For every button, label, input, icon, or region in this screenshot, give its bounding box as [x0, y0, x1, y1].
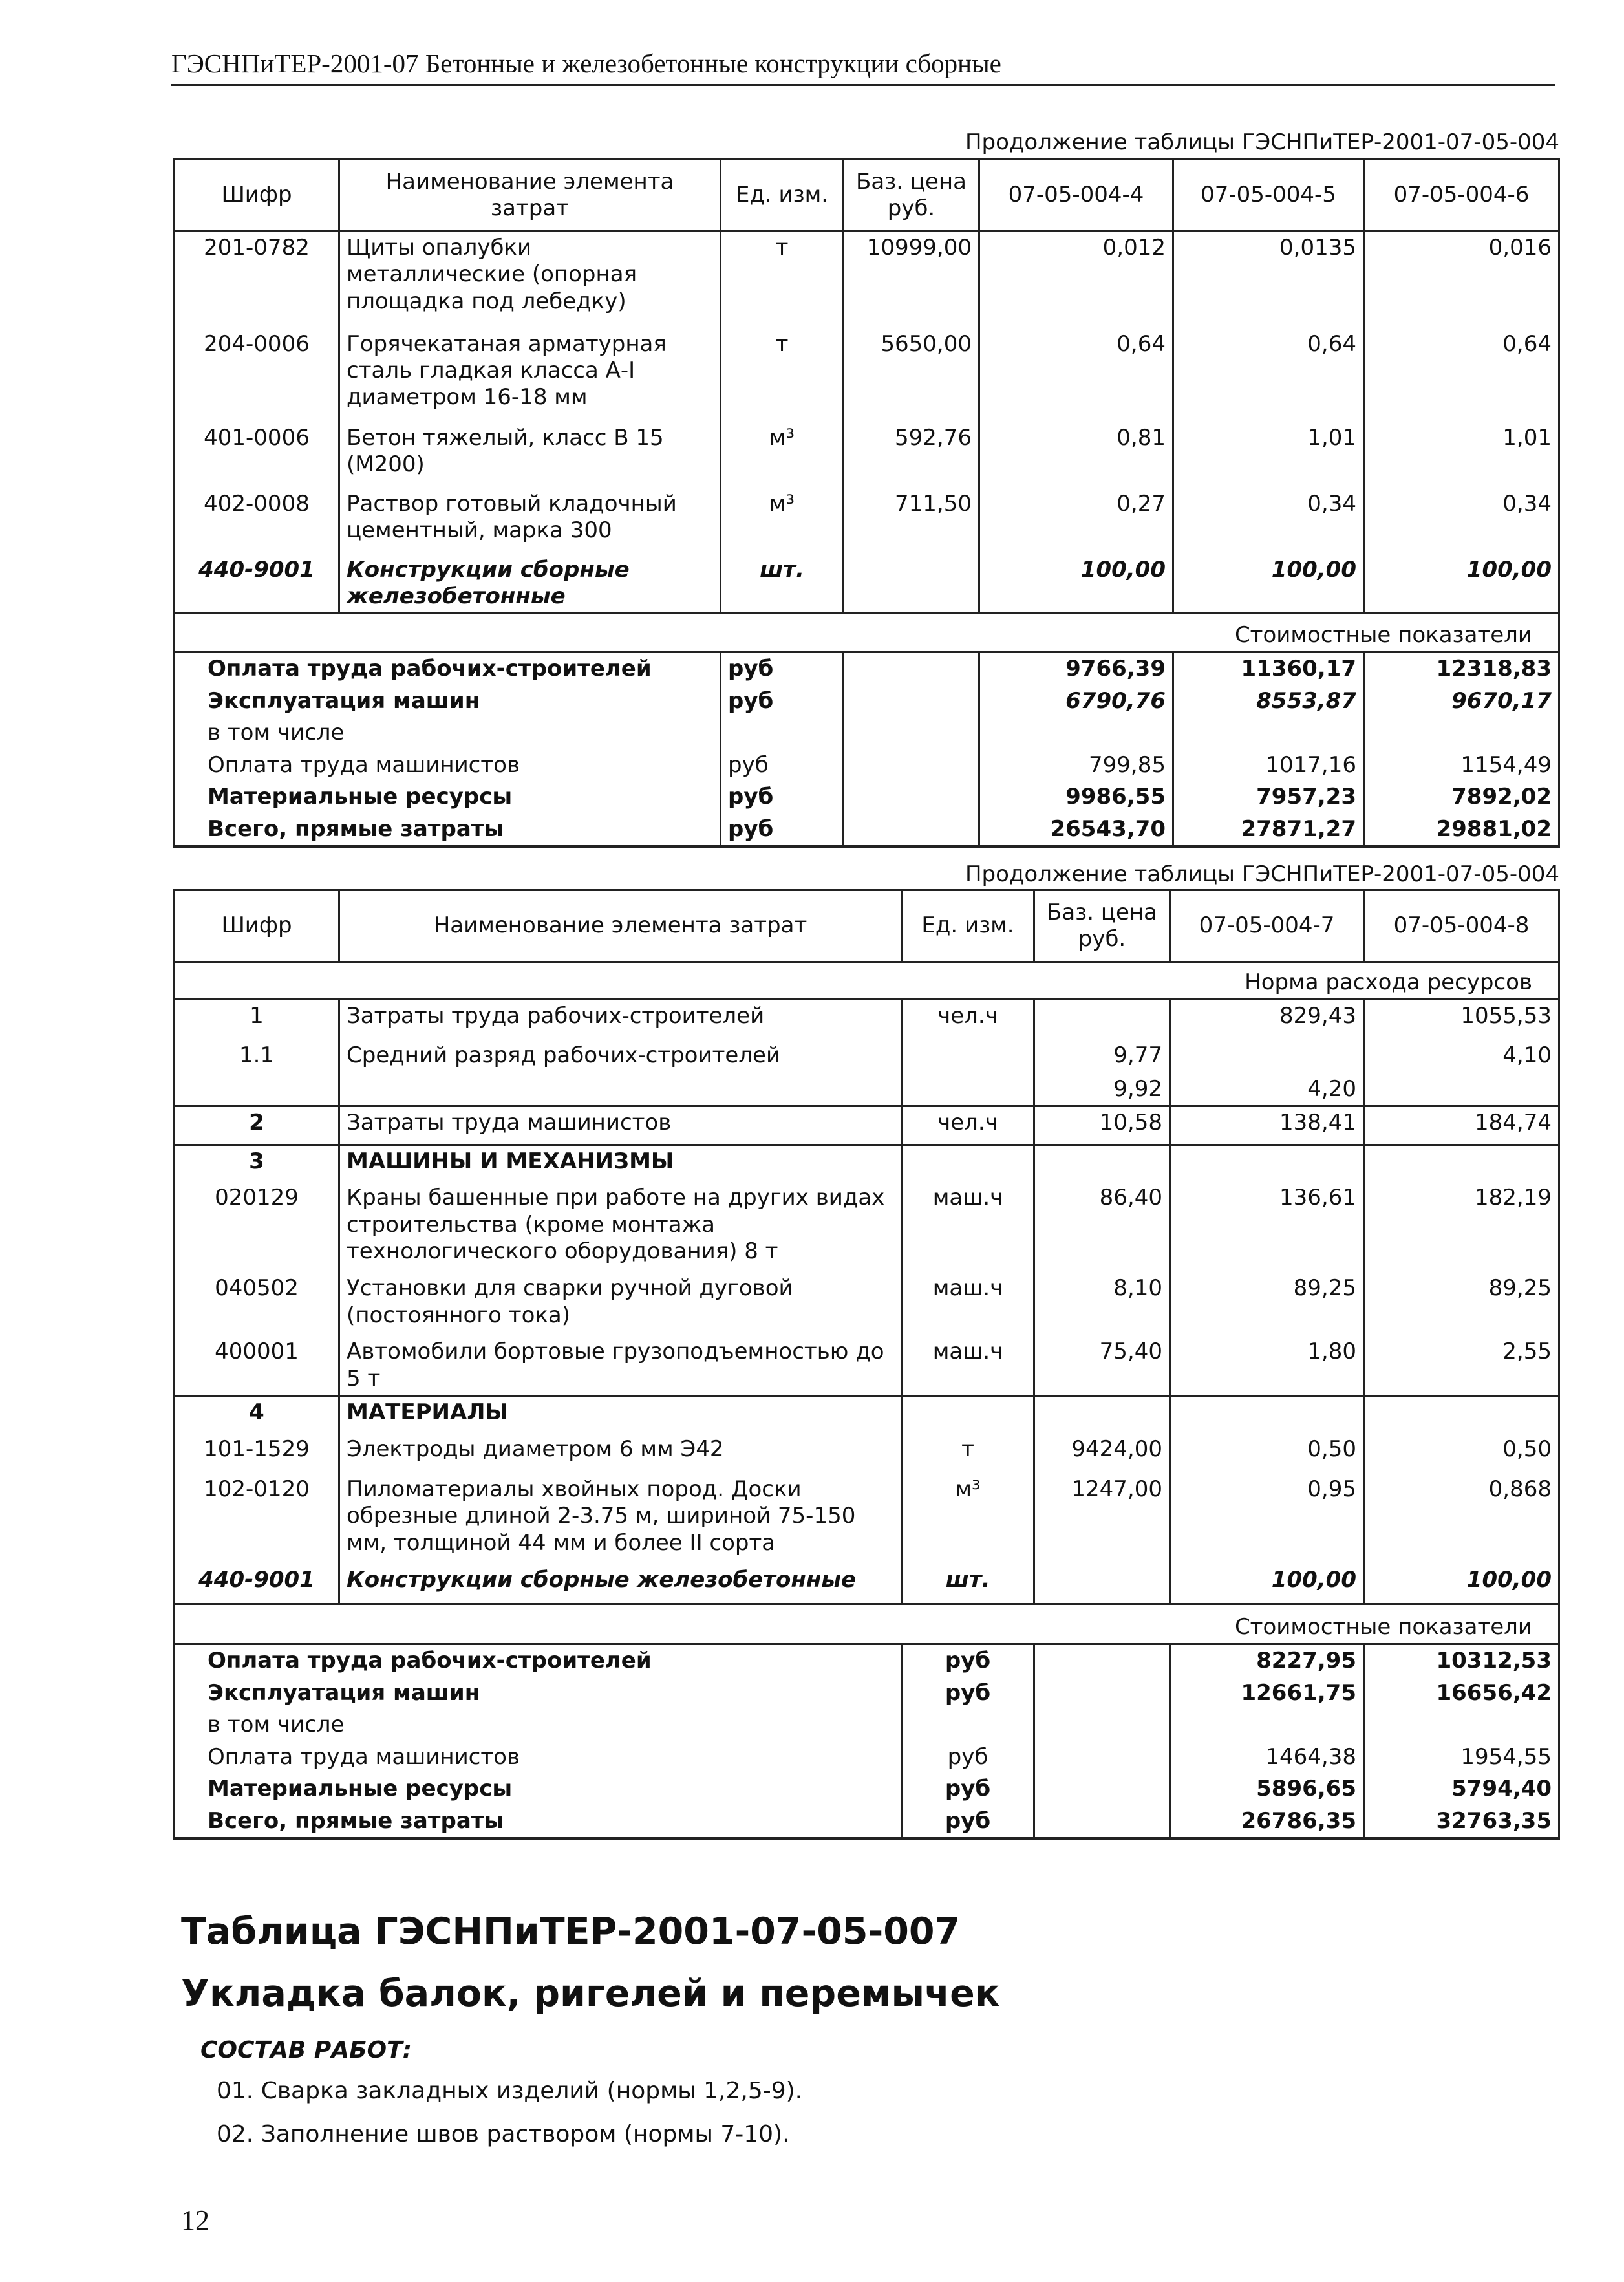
cell-value: 1055,53: [1364, 1000, 1559, 1040]
cell-name: Пиломатериалы хвойных пород. Доски обрезные длиной 2-3.75 м, шириной 75-150 мм, толщиной 44 мм и более II сорта: [339, 1474, 902, 1564]
cost-value: 1017,16: [1173, 749, 1364, 781]
cost-name: Всего, прямые затраты: [175, 813, 721, 846]
cell-code: 402-0008: [175, 488, 339, 554]
cell-unit: [902, 1073, 1034, 1106]
cell-value: [1364, 1145, 1559, 1182]
cost-name: в том числе: [175, 1709, 902, 1741]
cost-unit: руб: [902, 1644, 1034, 1677]
column-header: Ед. изм.: [902, 890, 1034, 962]
cell-name: МАТЕРИАЛЫ: [339, 1396, 902, 1434]
cell-value: 0,64: [979, 328, 1173, 422]
cost-value: 16656,42: [1364, 1677, 1559, 1709]
cost-blank: [844, 813, 979, 846]
cost-name: Оплата труда машинистов: [175, 1741, 902, 1773]
running-header: ГЭСНПиТЕР-2001-07 Бетонные и железобетонные конструкции сборные: [171, 48, 1555, 86]
cost-name: Всего, прямые затраты: [175, 1805, 902, 1838]
cost-value: 26786,35: [1170, 1805, 1364, 1838]
cell-unit: т: [902, 1434, 1034, 1474]
cost-row: [175, 685, 1559, 717]
cell-value: 89,25: [1364, 1273, 1559, 1336]
cell-price: 9424,00: [1034, 1434, 1170, 1474]
cell-price: 711,50: [844, 488, 979, 554]
cell-value: 182,19: [1364, 1182, 1559, 1273]
cell-value: 100,00: [1364, 554, 1559, 614]
table-row: [175, 1273, 1559, 1336]
table-row: [175, 422, 1559, 488]
cost-row: [175, 813, 1559, 846]
cell-price: 10,58: [1034, 1106, 1170, 1145]
cell-unit: шт.: [721, 554, 844, 614]
cost-row: [175, 1773, 1559, 1805]
table-row: [175, 554, 1559, 614]
cell-code: 2: [175, 1106, 339, 1145]
cost-value: [1364, 1709, 1559, 1741]
cell-code: 201-0782: [175, 231, 339, 328]
cell-name: Бетон тяжелый, класс В 15 (М200): [339, 422, 721, 488]
cell-name: Автомобили бортовые грузоподъемностью до 5 т: [339, 1336, 902, 1395]
cost-value: 10312,53: [1364, 1644, 1559, 1677]
cost-row: [175, 1709, 1559, 1741]
cell-unit: [902, 1040, 1034, 1073]
cell-value: 0,34: [1364, 488, 1559, 554]
cost-value: [1364, 717, 1559, 749]
cell-code: 1.1: [175, 1040, 339, 1073]
cell-code: 204-0006: [175, 328, 339, 422]
cost-blank: [844, 685, 979, 717]
column-header: Шифр: [175, 890, 339, 962]
cell-price: [1034, 1145, 1170, 1182]
table1-header-row: [175, 160, 1559, 231]
cell-unit: м³: [721, 422, 844, 488]
cost-value: 8553,87: [1173, 685, 1364, 717]
column-header: 07-05-004-6: [1364, 160, 1559, 231]
cell-unit: [902, 1145, 1034, 1182]
cell-code: 101-1529: [175, 1434, 339, 1474]
cost-value: 1154,49: [1364, 749, 1559, 781]
cell-price: 75,40: [1034, 1336, 1170, 1395]
cell-code: 020129: [175, 1182, 339, 1273]
table-row: [175, 1474, 1559, 1564]
cell-price: [844, 554, 979, 614]
cell-unit: маш.ч: [902, 1336, 1034, 1395]
cost-blank: [1034, 1709, 1170, 1741]
cell-value: 0,012: [979, 231, 1173, 328]
column-header: Ед. изм.: [721, 160, 844, 231]
cost-unit: руб: [902, 1677, 1034, 1709]
cost-blank: [844, 652, 979, 685]
table-row: [175, 1182, 1559, 1273]
table-row: [175, 1145, 1559, 1182]
cost-section-label-row: [175, 1604, 1559, 1644]
cost-name: Эксплуатация машин: [175, 685, 721, 717]
cell-name: МАШИНЫ И МЕХАНИЗМЫ: [339, 1145, 902, 1182]
cost-value: 8227,95: [1170, 1644, 1364, 1677]
cell-price: 9,77: [1034, 1040, 1170, 1073]
cost-value: 1954,55: [1364, 1741, 1559, 1773]
cost-value: 799,85: [979, 749, 1173, 781]
section-table-title: Таблица ГЭСНПиТЕР-2001-07-05-007: [181, 1910, 961, 1953]
cost-unit: руб: [721, 813, 844, 846]
cost-value: 12661,75: [1170, 1677, 1364, 1709]
table2: [173, 889, 1560, 1840]
cost-unit: [721, 717, 844, 749]
cell-value: 100,00: [1173, 554, 1364, 614]
cost-row: [175, 652, 1559, 685]
cost-value: 7957,23: [1173, 781, 1364, 813]
cost-name: Материальные ресурсы: [175, 781, 721, 813]
cell-value: 1,01: [1173, 422, 1364, 488]
cell-value: 0,64: [1173, 328, 1364, 422]
cost-section-label: Стоимостные показатели: [175, 1604, 1559, 1644]
cell-price: [1034, 1564, 1170, 1604]
column-header: Баз. цена руб.: [1034, 890, 1170, 962]
table-row: [175, 488, 1559, 554]
cell-name: Горячекатаная арматурная сталь гладкая класса А-I диаметром 16-18 мм: [339, 328, 721, 422]
cell-value: 0,016: [1364, 231, 1559, 328]
cell-unit: маш.ч: [902, 1182, 1034, 1273]
cost-row: [175, 717, 1559, 749]
cost-name: Материальные ресурсы: [175, 1773, 902, 1805]
table-row: [175, 1434, 1559, 1474]
cell-value: 100,00: [1364, 1564, 1559, 1604]
cell-unit: м³: [721, 488, 844, 554]
cost-unit: руб: [721, 749, 844, 781]
works-item: 02. Заполнение швов раствором (нормы 7-10).: [217, 2121, 790, 2147]
cost-unit: руб: [902, 1741, 1034, 1773]
cell-value: 0,27: [979, 488, 1173, 554]
cost-row: [175, 749, 1559, 781]
cell-price: [1034, 1396, 1170, 1434]
cell-code: 040502: [175, 1273, 339, 1336]
cost-unit: руб: [721, 781, 844, 813]
cell-name: Конструкции сборные железобетонные: [339, 554, 721, 614]
cost-value: 26543,70: [979, 813, 1173, 846]
cell-name: Щиты опалубки металлические (опорная площадка под лебедку): [339, 231, 721, 328]
cell-name: Средний разряд рабочих-строителей: [339, 1040, 902, 1073]
cost-value: [979, 717, 1173, 749]
cell-price: 8,10: [1034, 1273, 1170, 1336]
cost-value: 12318,83: [1364, 652, 1559, 685]
cost-value: 6790,76: [979, 685, 1173, 717]
column-header: Наименование элемента затрат: [339, 160, 721, 231]
table-row: [175, 1040, 1559, 1073]
cost-name: Оплата труда машинистов: [175, 749, 721, 781]
cost-row: [175, 781, 1559, 813]
cell-value: 138,41: [1170, 1106, 1364, 1145]
cost-value: [1173, 717, 1364, 749]
table-row: [175, 1106, 1559, 1145]
cell-value: 0,0135: [1173, 231, 1364, 328]
cell-unit: т: [721, 328, 844, 422]
cost-value: 27871,27: [1173, 813, 1364, 846]
cell-name: Установки для сварки ручной дуговой (постоянного тока): [339, 1273, 902, 1336]
column-header: Баз. цена руб.: [844, 160, 979, 231]
cell-value: 184,74: [1364, 1106, 1559, 1145]
table-row: [175, 1000, 1559, 1040]
table-row: [175, 231, 1559, 328]
works-heading: СОСТАВ РАБОТ:: [200, 2037, 412, 2063]
cell-value: 0,64: [1364, 328, 1559, 422]
cell-value: 100,00: [979, 554, 1173, 614]
cell-name: [339, 1073, 902, 1106]
cell-value: 0,95: [1170, 1474, 1364, 1564]
cost-blank: [1034, 1805, 1170, 1838]
cell-value: 136,61: [1170, 1182, 1364, 1273]
column-header: Шифр: [175, 160, 339, 231]
cell-price: 9,92: [1034, 1073, 1170, 1106]
cost-unit: руб: [902, 1773, 1034, 1805]
cost-row: [175, 1741, 1559, 1773]
cost-row: [175, 1644, 1559, 1677]
cost-value: [1170, 1709, 1364, 1741]
cell-value: 0,50: [1170, 1434, 1364, 1474]
cell-price: 10999,00: [844, 231, 979, 328]
cell-name: Затраты труда машинистов: [339, 1106, 902, 1145]
cell-value: 0,868: [1364, 1474, 1559, 1564]
cost-blank: [1034, 1644, 1170, 1677]
cost-row: [175, 1677, 1559, 1709]
cell-code: 400001: [175, 1336, 339, 1395]
cell-value: 89,25: [1170, 1273, 1364, 1336]
column-header: 07-05-004-4: [979, 160, 1173, 231]
cell-price: [1034, 1000, 1170, 1040]
cost-name: в том числе: [175, 717, 721, 749]
table-row: [175, 1073, 1559, 1106]
cell-unit: [902, 1396, 1034, 1434]
cell-value: [1170, 1040, 1364, 1073]
cost-section-label-row: [175, 614, 1559, 652]
cell-price: 86,40: [1034, 1182, 1170, 1273]
cell-value: 0,34: [1173, 488, 1364, 554]
cost-value: 7892,02: [1364, 781, 1559, 813]
cost-blank: [844, 717, 979, 749]
cell-name: Раствор готовый кладочный цементный, марка 300: [339, 488, 721, 554]
cost-blank: [1034, 1773, 1170, 1805]
cell-value: 4,10: [1364, 1040, 1559, 1073]
table-row: [175, 1564, 1559, 1604]
table2-caption: Продолжение таблицы ГЭСНПиТЕР-2001-07-05-004: [965, 861, 1559, 887]
column-header: 07-05-004-7: [1170, 890, 1364, 962]
cost-name: Эксплуатация машин: [175, 1677, 902, 1709]
table-row: [175, 1336, 1559, 1395]
column-header: 07-05-004-8: [1364, 890, 1559, 962]
cost-unit: [902, 1709, 1034, 1741]
cell-unit: чел.ч: [902, 1000, 1034, 1040]
cell-price: 5650,00: [844, 328, 979, 422]
cell-value: 4,20: [1170, 1073, 1364, 1106]
cost-value: 5896,65: [1170, 1773, 1364, 1805]
norm-section-label-row: [175, 962, 1559, 1000]
column-header: 07-05-004-5: [1173, 160, 1364, 231]
cost-value: 1464,38: [1170, 1741, 1364, 1773]
cost-blank: [844, 749, 979, 781]
cell-unit: маш.ч: [902, 1273, 1034, 1336]
cost-value: 29881,02: [1364, 813, 1559, 846]
cell-name: Электроды диаметром 6 мм Э42: [339, 1434, 902, 1474]
cost-unit: руб: [721, 652, 844, 685]
cost-section-label: Стоимостные показатели: [175, 614, 1559, 652]
cell-value: [1364, 1396, 1559, 1434]
cell-code: 401-0006: [175, 422, 339, 488]
section-table-subtitle: Укладка балок, ригелей и перемычек: [181, 1972, 1000, 2015]
cost-value: 32763,35: [1364, 1805, 1559, 1838]
cell-price: 592,76: [844, 422, 979, 488]
cell-value: 1,01: [1364, 422, 1559, 488]
cost-blank: [1034, 1677, 1170, 1709]
cell-unit: м³: [902, 1474, 1034, 1564]
cell-name: Затраты труда рабочих-строителей: [339, 1000, 902, 1040]
table1-caption: Продолжение таблицы ГЭСНПиТЕР-2001-07-05-004: [965, 129, 1559, 155]
cell-value: [1170, 1145, 1364, 1182]
cell-value: 0,81: [979, 422, 1173, 488]
cell-unit: т: [721, 231, 844, 328]
cell-value: [1364, 1073, 1559, 1106]
cost-row: [175, 1805, 1559, 1838]
table-row: [175, 1396, 1559, 1434]
table2-header-row: [175, 890, 1559, 962]
cell-unit: чел.ч: [902, 1106, 1034, 1145]
cell-code: 4: [175, 1396, 339, 1434]
cell-code: 440-9001: [175, 1564, 339, 1604]
cell-value: 829,43: [1170, 1000, 1364, 1040]
cell-code: 3: [175, 1145, 339, 1182]
cost-name: Оплата труда рабочих-строителей: [175, 652, 721, 685]
cell-value: 0,50: [1364, 1434, 1559, 1474]
table1: [173, 158, 1560, 848]
cell-code: 102-0120: [175, 1474, 339, 1564]
cost-value: 9766,39: [979, 652, 1173, 685]
cost-value: 9670,17: [1364, 685, 1559, 717]
page-number: 12: [181, 2204, 209, 2236]
cost-value: 5794,40: [1364, 1773, 1559, 1805]
cost-value: 9986,55: [979, 781, 1173, 813]
cell-code: [175, 1073, 339, 1106]
cost-name: Оплата труда рабочих-строителей: [175, 1644, 902, 1677]
cell-value: [1170, 1396, 1364, 1434]
cell-value: 2,55: [1364, 1336, 1559, 1395]
works-item: 01. Сварка закладных изделий (нормы 1,2,5-9).: [217, 2078, 803, 2104]
cost-unit: руб: [902, 1805, 1034, 1838]
column-header: Наименование элемента затрат: [339, 890, 902, 962]
cell-name: Конструкции сборные железобетонные: [339, 1564, 902, 1604]
cell-value: 1,80: [1170, 1336, 1364, 1395]
cost-unit: руб: [721, 685, 844, 717]
cell-code: 1: [175, 1000, 339, 1040]
cell-value: 100,00: [1170, 1564, 1364, 1604]
cost-blank: [844, 781, 979, 813]
cell-code: 440-9001: [175, 554, 339, 614]
table-row: [175, 328, 1559, 422]
norm-section-label: Норма расхода ресурсов: [175, 962, 1559, 1000]
cell-price: 1247,00: [1034, 1474, 1170, 1564]
cell-unit: шт.: [902, 1564, 1034, 1604]
cost-value: 11360,17: [1173, 652, 1364, 685]
cell-name: Краны башенные при работе на других видах строительства (кроме монтажа технологического оборудования) 8 т: [339, 1182, 902, 1273]
cost-blank: [1034, 1741, 1170, 1773]
